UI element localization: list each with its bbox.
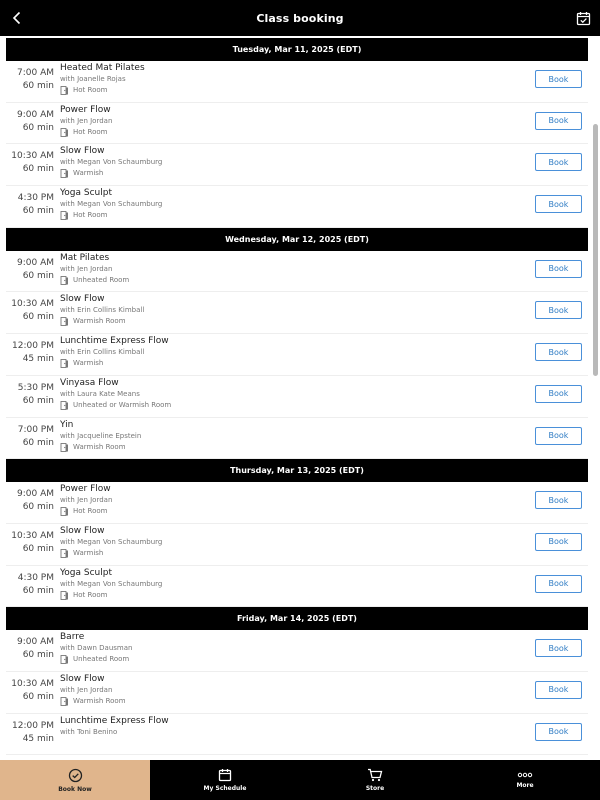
- class-name: Slow Flow: [60, 673, 105, 684]
- day-header: Thursday, Mar 13, 2025 (EDT): [6, 459, 588, 482]
- class-room: [60, 316, 126, 327]
- class-row: [6, 714, 588, 756]
- class-name: Barre: [60, 632, 85, 643]
- class-name: Heated Mat Pilates: [60, 63, 145, 73]
- door-icon: [60, 169, 69, 178]
- class-row: [6, 376, 588, 418]
- class-name: Power Flow: [60, 484, 111, 495]
- class-time: 12:00 PM: [12, 720, 54, 731]
- door-icon: [60, 86, 69, 95]
- door-icon: [60, 276, 69, 285]
- scrollbar[interactable]: [593, 124, 598, 376]
- book-button[interactable]: Book: [535, 575, 582, 593]
- class-duration: 60 min: [22, 206, 54, 217]
- class-duration: 60 min: [22, 437, 54, 448]
- book-button[interactable]: Book: [535, 681, 582, 699]
- class-room: [60, 400, 171, 411]
- book-button[interactable]: Book: [535, 533, 582, 551]
- tab-my-schedule[interactable]: [150, 760, 300, 800]
- door-icon: [60, 591, 69, 600]
- class-name: Lunchtime Express Flow: [60, 715, 169, 726]
- door-icon: [60, 317, 69, 326]
- class-time: 9:00 AM: [17, 257, 54, 268]
- class-instructor: with Jen Jordan: [60, 264, 113, 273]
- class-room-label: Hot Room: [73, 127, 108, 136]
- class-room-label: Warmish: [73, 359, 104, 368]
- class-instructor: with Jen Jordan: [60, 116, 113, 125]
- class-instructor: with Megan Von Schaumburg: [60, 537, 163, 546]
- class-duration: 45 min: [22, 354, 54, 365]
- tab-book-now[interactable]: [0, 760, 150, 800]
- tab-label: Book Now: [58, 785, 92, 793]
- class-duration: 60 min: [22, 650, 54, 661]
- day-header: Friday, Mar 14, 2025 (EDT): [6, 607, 588, 630]
- book-button[interactable]: Book: [535, 260, 582, 278]
- class-instructor: with Megan Von Schaumburg: [60, 579, 163, 588]
- class-room-label: Unheated Room: [73, 655, 130, 664]
- class-duration: 60 min: [22, 502, 54, 513]
- class-duration: 60 min: [22, 312, 54, 323]
- book-button[interactable]: Book: [535, 153, 582, 171]
- book-button[interactable]: Book: [535, 723, 582, 741]
- class-row: [6, 630, 588, 672]
- tab-store[interactable]: [300, 760, 450, 800]
- class-instructor: with Dawn Dausman: [60, 644, 133, 653]
- door-icon: [60, 549, 69, 558]
- class-duration: 60 min: [22, 543, 54, 554]
- class-time: 4:30 PM: [17, 572, 54, 583]
- class-room-label: Hot Room: [73, 507, 108, 516]
- schedule-list: [6, 38, 588, 755]
- class-room-label: Hot Room: [73, 590, 108, 599]
- chevron-left-icon[interactable]: [6, 7, 28, 29]
- class-name: Power Flow: [60, 104, 111, 115]
- class-name: Slow Flow: [60, 294, 105, 305]
- class-time: 10:30 AM: [11, 530, 54, 541]
- door-icon: [60, 697, 69, 706]
- page-title: Class booking: [256, 11, 344, 25]
- tab-label: My Schedule: [203, 785, 247, 792]
- class-duration: 60 min: [22, 270, 54, 281]
- door-icon: [60, 655, 69, 664]
- class-instructor: with Erin Collins Kimball: [60, 306, 145, 315]
- top-bar: [0, 0, 600, 36]
- class-row: [6, 482, 588, 524]
- class-room: [60, 506, 107, 517]
- class-duration: 60 min: [22, 585, 54, 596]
- class-room-label: Warmish Room: [73, 317, 126, 326]
- class-row: [6, 672, 588, 714]
- class-time: 12:00 PM: [12, 341, 54, 352]
- class-room-label: Warmish: [73, 169, 104, 178]
- cart-icon: [367, 768, 383, 782]
- class-instructor: with Megan Von Schaumburg: [60, 200, 163, 209]
- class-room: [60, 168, 103, 179]
- class-name: Yoga Sculpt: [60, 188, 113, 199]
- class-duration: 60 min: [22, 691, 54, 702]
- class-row: [6, 566, 588, 608]
- class-instructor: with Megan Von Schaumburg: [60, 158, 163, 167]
- class-room: [60, 590, 107, 601]
- book-button[interactable]: Book: [535, 427, 582, 445]
- check-circle-icon: [68, 768, 83, 783]
- class-name: Yin: [60, 419, 74, 430]
- class-instructor: with Jen Jordan: [60, 496, 113, 505]
- class-time: 5:30 PM: [17, 382, 54, 393]
- class-name: Slow Flow: [60, 525, 105, 536]
- class-name: Yoga Sculpt: [60, 567, 113, 578]
- schedule-list-container[interactable]: [0, 36, 600, 760]
- class-name: Vinyasa Flow: [60, 377, 119, 388]
- tab-label: More: [516, 782, 534, 789]
- calendar-icon: [218, 768, 232, 782]
- class-duration: 60 min: [22, 395, 54, 406]
- class-row: [6, 334, 588, 376]
- day-header: Wednesday, Mar 12, 2025 (EDT): [6, 228, 588, 251]
- class-duration: 60 min: [22, 81, 54, 91]
- class-time: 10:30 AM: [11, 151, 54, 162]
- class-instructor: with Jen Jordan: [60, 685, 113, 694]
- bottom-tab-bar: [0, 760, 600, 800]
- class-room: [60, 210, 107, 221]
- class-time: 7:00 AM: [17, 68, 54, 78]
- class-room: [60, 358, 103, 369]
- class-room-label: Hot Room: [73, 211, 108, 220]
- book-button[interactable]: Book: [535, 343, 582, 361]
- class-row: [6, 103, 588, 145]
- day-header: Tuesday, Mar 11, 2025 (EDT): [6, 38, 588, 61]
- book-button[interactable]: Book: [535, 385, 582, 403]
- class-room: [60, 85, 107, 96]
- class-time: 7:00 PM: [17, 424, 54, 435]
- book-button[interactable]: Book: [535, 112, 582, 130]
- class-name: Slow Flow: [60, 146, 105, 157]
- door-icon: [60, 128, 69, 137]
- more-dots-icon: [517, 771, 533, 779]
- class-row: [6, 144, 588, 186]
- class-duration: 60 min: [22, 122, 54, 133]
- book-button[interactable]: Book: [535, 70, 582, 88]
- class-row: [6, 61, 588, 103]
- class-name: Lunchtime Express Flow: [60, 336, 169, 347]
- door-icon: [60, 507, 69, 516]
- class-row: [6, 418, 588, 460]
- class-room-label: Warmish Room: [73, 442, 126, 451]
- class-row: [6, 292, 588, 334]
- class-room: [60, 548, 103, 559]
- class-room-label: Unheated or Warmish Room: [73, 400, 172, 409]
- class-row: [6, 524, 588, 566]
- class-instructor: with Toni Benino: [60, 727, 118, 736]
- class-instructor: with Jacqueline Epstein: [60, 431, 142, 440]
- class-room: [60, 275, 129, 286]
- class-room-label: Unheated Room: [73, 275, 130, 284]
- book-button[interactable]: Book: [535, 301, 582, 319]
- class-room-label: Hot Room: [73, 86, 108, 94]
- class-duration: 60 min: [22, 164, 54, 175]
- class-time: 9:00 AM: [17, 109, 54, 120]
- class-instructor: with Erin Collins Kimball: [60, 348, 145, 357]
- door-icon: [60, 359, 69, 368]
- class-room: [60, 654, 129, 665]
- class-room: [60, 127, 107, 138]
- class-duration: 45 min: [22, 733, 54, 744]
- class-row: [6, 186, 588, 228]
- class-room-label: Warmish Room: [73, 696, 126, 705]
- class-time: 4:30 PM: [17, 193, 54, 204]
- door-icon: [60, 211, 69, 220]
- class-room: [60, 442, 126, 453]
- class-time: 9:00 AM: [17, 489, 54, 500]
- book-button[interactable]: Book: [535, 491, 582, 509]
- calendar-check-icon[interactable]: [572, 7, 594, 29]
- class-time: 9:00 AM: [17, 637, 54, 648]
- tab-more[interactable]: [450, 760, 600, 800]
- class-room: [60, 696, 126, 707]
- book-button[interactable]: Book: [535, 639, 582, 657]
- class-time: 10:30 AM: [11, 678, 54, 689]
- door-icon: [60, 401, 69, 410]
- door-icon: [60, 443, 69, 452]
- book-button[interactable]: Book: [535, 195, 582, 213]
- class-row: [6, 251, 588, 293]
- class-name: Mat Pilates: [60, 252, 110, 263]
- class-instructor: with Joanelle Rojas: [60, 75, 126, 83]
- class-room-label: Warmish: [73, 548, 104, 557]
- class-instructor: with Laura Kate Means: [60, 389, 140, 398]
- tab-label: Store: [365, 785, 385, 792]
- class-time: 10:30 AM: [11, 299, 54, 310]
